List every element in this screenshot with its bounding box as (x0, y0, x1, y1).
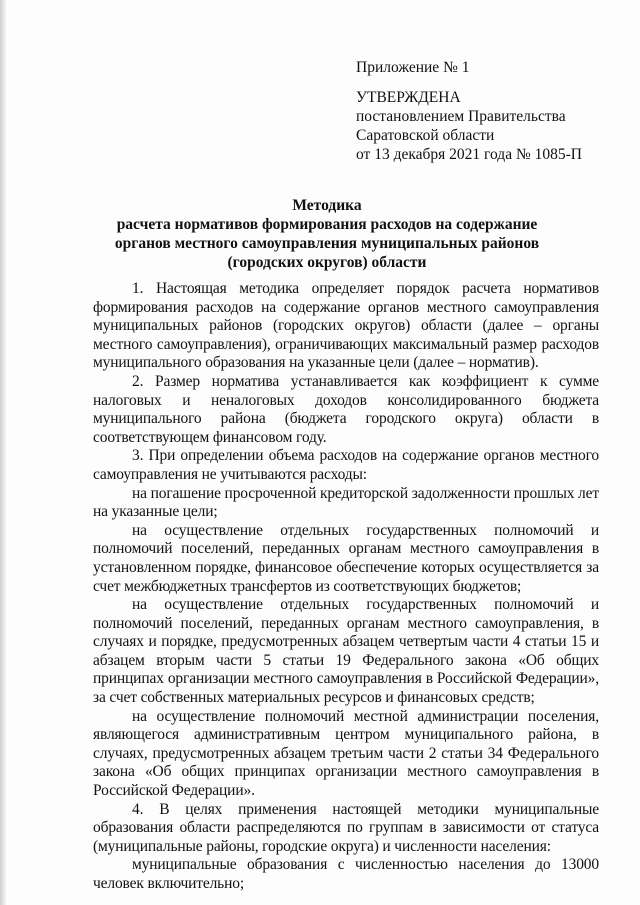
approval-line-2: Саратовской области (356, 127, 495, 144)
approval-line-3: от 13 декабря 2021 года № 1085-П (356, 146, 582, 163)
document-title (92, 196, 562, 272)
paragraph-5: на осуществление отдельных государственных полномочий и полномочий поселений, переданных органам местного самоуправления в установленном порядке, финансовое обеспечение которых осуществляется за счет межбюджетных трансфертов из соответствующих бюджетов; (93, 521, 599, 595)
paragraph-2: 2. Размер норматива устанавливается как коэффициент к сумме налоговых и неналоговых доходов консолидированного бюджета муниципального района (бюджета городского округа) области в соответствующем финансовом году. (93, 372, 599, 446)
title-line-3: органов местного самоуправления муниципальных районов (114, 235, 540, 252)
paragraph-6: на осуществление отдельных государственных полномочий и полномочий поселений, переданных органам местного самоуправления, в случаях и порядке, предусмотренных абзацем четвертым части 4 статьи 15 и абзацем вторым части 5 статьи 19 Федерального закона «Об общих принципах организации местного самоуправления в Российской Федерации», за счет собственных материальных ресурсов и финансовых средств; (93, 596, 599, 707)
title-line-2: расчета нормативов формирования расходов на содержание (116, 216, 538, 233)
title-line-4: (городских округов) области (227, 254, 427, 271)
title-line-1: Методика (292, 197, 362, 214)
paragraph-8: 4. В целях применения настоящей методики муниципальные образования области распределяются по группам в зависимости от статуса (муниципальные районы, городские округа) и численности населения: (93, 800, 599, 855)
approved-label: УТВЕРЖДЕНА (356, 89, 461, 106)
scan-edge (0, 0, 6, 905)
paragraph-7: на осуществление полномочий местной администрации поселения, являющегося административным центром муниципального района, в случаях, предусмотренных абзацем третьим части 2 статьи 34 Федерального закона «Об общих принципах организации местного самоуправления в Российской Федерации». (93, 707, 599, 800)
paragraph-3: 3. При определении объема расходов на содержание органов местного самоуправления не учитываются расходы: (93, 447, 599, 483)
paragraph-1: 1. Настоящая методика определяет порядок расчета нормативов формирования расходов на содержание органов местного самоуправления муниципальных районов (городских округов) области (далее – органы местного самоуправления), ограничивающих максимальный размер расходов муниципального образования на указанные цели (далее – норматив). (93, 280, 599, 372)
paragraph-9: муниципальные образования с численностью населения до 13000 человек включительно; (93, 856, 599, 892)
appendix-number: Приложение № 1 (356, 59, 470, 76)
document-body (93, 280, 599, 894)
approval-block (356, 58, 626, 164)
paragraph-4: на погашение просроченной кредиторской задолженности прошлых лет на указанные цели; (93, 484, 599, 521)
approval-line-1: постановлением Правительства (356, 108, 566, 125)
